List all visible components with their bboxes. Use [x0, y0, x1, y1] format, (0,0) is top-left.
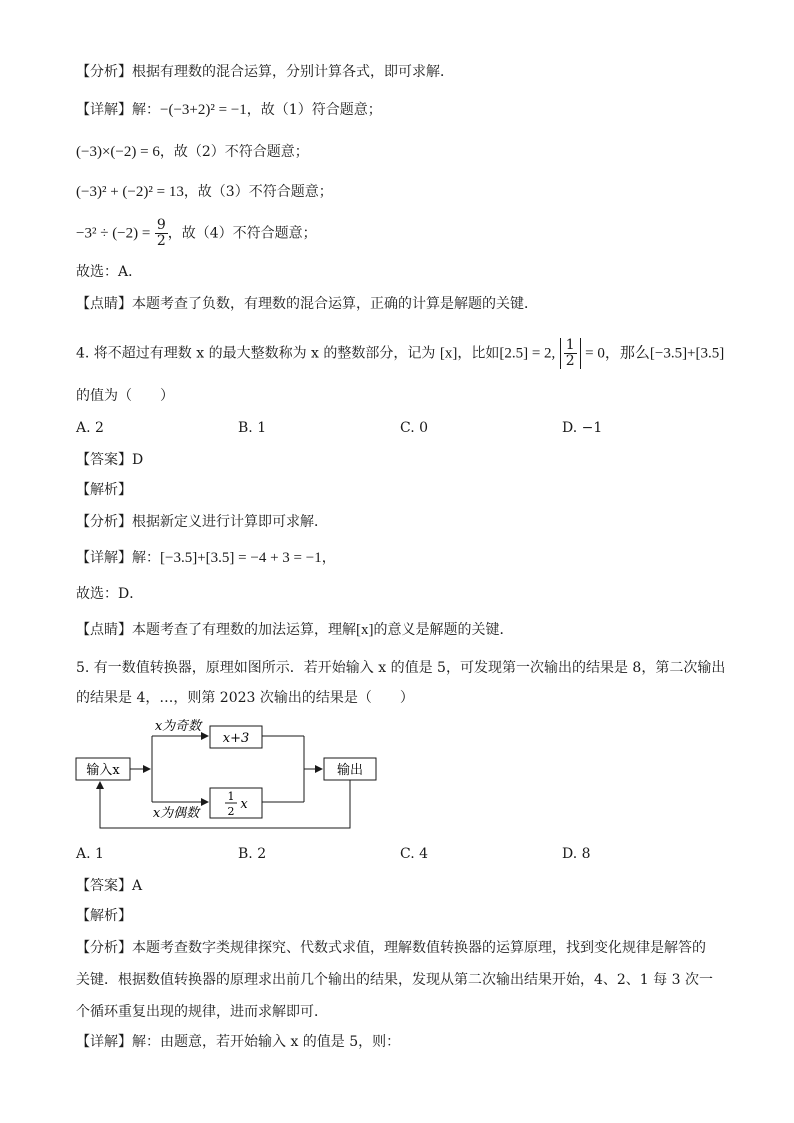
q4-option-d: D. −1	[562, 420, 603, 436]
q4-stem-text: ，比如	[457, 345, 500, 362]
q4-option-b: B. 1	[238, 420, 267, 436]
math-expression: = 0，那么	[585, 345, 650, 362]
q4-answer: 【答案】D	[76, 452, 144, 468]
q3-detail-line4	[76, 218, 317, 249]
math-expression: (−3)² + (−2)² = 13	[76, 184, 184, 200]
comment-text: 的意义是解题的关键．	[373, 622, 514, 638]
q3-comment: 【点睛】本题考查了负数，有理数的混合运算，正确的计算是解题的关键．	[76, 296, 538, 312]
q5-option-a: A. 1	[76, 846, 104, 862]
output-label: 输出	[336, 763, 364, 778]
q4-stem-line1	[76, 338, 724, 369]
even-box-variable: x	[240, 797, 248, 812]
q4-solution-heading: 【解析】	[76, 482, 132, 498]
math-expression: [2.5] = 2,	[499, 345, 556, 362]
q5-solution-heading: 【解析】	[76, 908, 132, 924]
detail-tail: ，故（3）不符合题意；	[183, 184, 333, 200]
fraction-numerator: 1	[565, 337, 575, 353]
q4-comment	[76, 620, 514, 640]
even-label: x为偶数	[152, 806, 200, 821]
converter-diagram	[70, 714, 390, 836]
math-expression: [x]	[356, 622, 374, 638]
q4-option-a: A. 2	[76, 420, 104, 436]
detail-tail: ，故（4）不符合题意；	[167, 225, 317, 242]
fraction	[155, 218, 168, 249]
q5-detail: 【详解】解：由题意，若开始输入 x 的值是 5，则：	[76, 1034, 401, 1050]
math-expression: −3² ÷ (−2) =	[76, 225, 151, 242]
q4-analysis: 【分析】根据新定义进行计算即可求解．	[76, 514, 328, 530]
fraction-floor	[560, 338, 581, 369]
q3-detail-line2	[76, 142, 309, 162]
odd-box-label: x+3	[222, 731, 250, 746]
q4-stem-text: 4. 将不超过有理数 x 的最大整数称为 x 的整数部分，记为	[76, 345, 436, 362]
even-box-denominator: 2	[227, 805, 235, 818]
fraction-denominator: 2	[565, 353, 575, 369]
q5-stem-line1: 5. 有一数值转换器，原理如图所示．若开始输入 x 的值是 5，可发现第一次输出的结果是 8，第二次输出	[76, 660, 726, 676]
q5-option-b: B. 2	[238, 846, 267, 862]
odd-label: x为奇数	[154, 719, 202, 734]
q5-stem-line2: 的结果是 4，…，则第 2023 次输出的结果是（ ）	[76, 690, 414, 706]
q4-choice: 故选：D．	[76, 586, 144, 602]
math-expression: [−3.5]+[3.5]	[649, 345, 725, 362]
math-expression: (−3)×(−2) = 6	[76, 144, 160, 160]
math-expression: −(−3+2)² = −1	[160, 102, 247, 118]
q5-option-d: D. 8	[562, 846, 591, 862]
math-expression: [−3.5]+[3.5] = −4 + 3 = −1	[160, 550, 322, 566]
comment-text: 【点睛】本题考查了有理数的加法运算，理解	[76, 622, 356, 638]
q5-analysis: 【分析】本题考查数字类规律探究、代数式求值，理解数值转换器的运算原理，找到变化规律是解答的关键．根据数值转换器的原理求出前几个输出的结果，发现从第二次输出结果开始，4、2、1 每 3 次一个循环重复出现的规律，进而求解即可．	[76, 940, 713, 1020]
input-label: 输入x	[86, 763, 120, 778]
q3-detail-line3	[76, 182, 333, 202]
math-expression: [x]	[439, 345, 458, 362]
detail-tail: ，故（2）不符合题意；	[159, 144, 309, 160]
detail-tail: ，	[321, 550, 336, 566]
q4-detail	[76, 548, 336, 568]
q4-option-c: C. 0	[400, 420, 429, 436]
q3-analysis-text: 【分析】根据有理数的混合运算，分别计算各式，即可求解．	[76, 64, 454, 80]
q3-detail-line1	[76, 100, 382, 120]
q4-stem-line2: 的值为（ ）	[76, 388, 174, 404]
q5-answer: 【答案】A	[76, 878, 143, 894]
detail-tail: ，故（1）符合题意；	[246, 102, 382, 118]
q5-option-c: C. 4	[400, 846, 429, 862]
fraction-numerator: 9	[156, 217, 166, 233]
detail-prefix: 【详解】解：	[76, 102, 160, 118]
fraction-denominator: 2	[156, 233, 166, 249]
q3-choice: 故选：A．	[76, 264, 143, 280]
even-box-numerator: 1	[227, 790, 235, 803]
detail-prefix: 【详解】解：	[76, 550, 160, 566]
